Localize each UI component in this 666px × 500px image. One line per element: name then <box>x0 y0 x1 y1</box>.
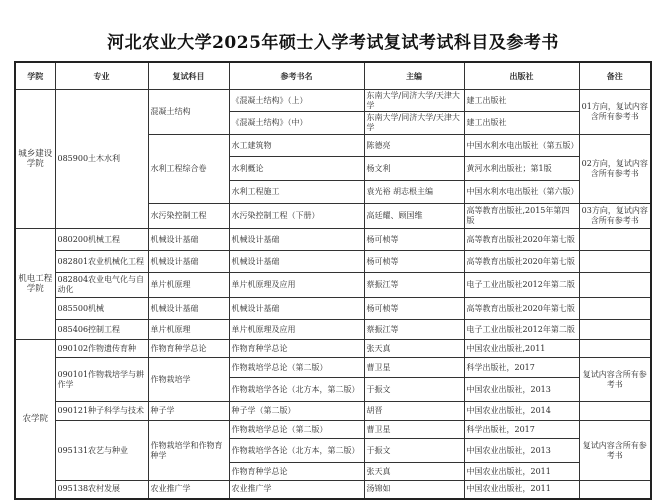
editor-cell: 于振文 <box>364 378 464 402</box>
major-cell: 085900土木水利 <box>55 90 148 229</box>
editor-cell: 张天真 <box>364 463 464 481</box>
book-cell: 作物育种学总论 <box>229 340 364 358</box>
publisher-cell: 黄河水利出版社；第1版 <box>464 157 579 181</box>
publisher-cell: 中国水利水电出版社（第五版） <box>464 135 579 157</box>
editor-cell: 高廷耀、顾国维 <box>364 204 464 229</box>
editor-cell: 杨可桢等 <box>364 251 464 273</box>
book-cell: 作物栽培学各论（北方本，第二版） <box>229 439 364 463</box>
publisher-cell: 中国农业出版社，2011 <box>464 481 579 499</box>
publisher-cell: 中国农业出版社，2013 <box>464 439 579 463</box>
remark-cell <box>579 251 651 273</box>
book-cell: 水利工程施工 <box>229 181 364 204</box>
publisher-cell: 电子工业出版社2012年第二版 <box>464 320 579 340</box>
publisher-cell: 建工出版社 <box>464 90 579 112</box>
subject-cell: 机械设计基础 <box>148 298 229 320</box>
table-row <box>15 90 651 112</box>
editor-cell: 胡晋 <box>364 402 464 421</box>
book-cell: 单片机原理及应用 <box>229 273 364 298</box>
publisher-cell: 高等教育出版社2020年第七版 <box>464 251 579 273</box>
major-cell: 085406控制工程 <box>55 320 148 340</box>
remark-cell <box>579 402 651 421</box>
publisher-cell: 高等教育出版社2020年第七版 <box>464 298 579 320</box>
exam-subjects-table <box>14 61 652 500</box>
book-cell: 种子学（第二版） <box>229 402 364 421</box>
subject-cell: 作物栽培学 <box>148 358 229 402</box>
book-cell: 水污染控制工程（下册） <box>229 204 364 229</box>
book-cell: 作物育种学总论 <box>229 463 364 481</box>
remark-cell: 01方向，复试内容含所有参考书 <box>579 90 651 135</box>
header-editor: 主编 <box>364 62 464 90</box>
header-major: 专业 <box>55 62 148 90</box>
major-cell: 082801农业机械化工程 <box>55 251 148 273</box>
publisher-cell: 科学出版社，2017 <box>464 421 579 439</box>
header-row <box>15 62 651 90</box>
publisher-cell: 中国农业出版社,2011 <box>464 340 579 358</box>
subject-cell: 单片机原理 <box>148 320 229 340</box>
major-cell: 082804农业电气化与自动化 <box>55 273 148 298</box>
header-subject: 复试科目 <box>148 62 229 90</box>
subject-cell: 水污染控制工程 <box>148 204 229 229</box>
remark-cell: 复试内容含所有参考书 <box>579 421 651 481</box>
publisher-cell: 建工出版社 <box>464 112 579 135</box>
remark-cell <box>579 320 651 340</box>
book-cell: 作物栽培学总论（第二版） <box>229 421 364 439</box>
table-row <box>15 340 651 358</box>
major-cell: 095131农艺与种业 <box>55 421 148 481</box>
book-cell: 机械设计基础 <box>229 251 364 273</box>
subject-cell: 机械设计基础 <box>148 251 229 273</box>
subject-cell: 作物育种学总论 <box>148 340 229 358</box>
header-book: 参考书名 <box>229 62 364 90</box>
table-row <box>15 358 651 378</box>
remark-cell: 03方向，复试内容含所有参考书 <box>579 204 651 229</box>
remark-cell <box>579 481 651 499</box>
subject-cell: 单片机原理 <box>148 273 229 298</box>
major-cell: 090101作物栽培学与耕作学 <box>55 358 148 402</box>
college-cell: 农学院 <box>15 340 55 499</box>
publisher-cell: 中国农业出版社，2011 <box>464 463 579 481</box>
editor-cell: 杨可桢等 <box>364 229 464 251</box>
editor-cell: 张天真 <box>364 340 464 358</box>
subject-cell: 机械设计基础 <box>148 229 229 251</box>
major-cell: 080200机械工程 <box>55 229 148 251</box>
editor-cell: 杨文利 <box>364 157 464 181</box>
table-row <box>15 320 651 340</box>
remark-cell: 02方向，复试内容含所有参考书 <box>579 135 651 204</box>
editor-cell: 杨可桢等 <box>364 298 464 320</box>
publisher-cell: 高等教育出版社2020年第七版 <box>464 229 579 251</box>
header-publisher: 出版社 <box>464 62 579 90</box>
subject-cell: 作物栽培学和作物育种学 <box>148 421 229 481</box>
book-cell: 单片机原理及应用 <box>229 320 364 340</box>
subject-cell: 混凝土结构 <box>148 90 229 135</box>
table-row <box>15 229 651 251</box>
table-row <box>15 251 651 273</box>
book-cell: 《混凝土结构》（中） <box>229 112 364 135</box>
editor-cell: 蔡振江等 <box>364 273 464 298</box>
editor-cell: 袁光裕 胡志根主编 <box>364 181 464 204</box>
book-cell: 水工建筑物 <box>229 135 364 157</box>
remark-cell <box>579 340 651 358</box>
editor-cell: 汤锦如 <box>364 481 464 499</box>
editor-cell: 东南大学/同济大学/天津大学 <box>364 112 464 135</box>
editor-cell: 东南大学/同济大学/天津大学 <box>364 90 464 112</box>
editor-cell: 曹卫星 <box>364 358 464 378</box>
book-cell: 水利概论 <box>229 157 364 181</box>
table-row <box>15 421 651 439</box>
publisher-cell: 中国农业出版社，2014 <box>464 402 579 421</box>
publisher-cell: 中国农业出版社，2013 <box>464 378 579 402</box>
header-college: 学院 <box>15 62 55 90</box>
publisher-cell: 高等教育出版社,2015年第四版 <box>464 204 579 229</box>
publisher-cell: 电子工业出版社2012年第二版 <box>464 273 579 298</box>
book-cell: 机械设计基础 <box>229 229 364 251</box>
book-cell: 作物栽培学总论（第二版） <box>229 358 364 378</box>
college-cell: 城乡建设学院 <box>15 90 55 229</box>
book-cell: 农业推广学 <box>229 481 364 499</box>
book-cell: 作物栽培学各论（北方本，第二版） <box>229 378 364 402</box>
college-cell: 机电工程学院 <box>15 229 55 340</box>
major-cell: 090121种子科学与技术 <box>55 402 148 421</box>
book-cell: 机械设计基础 <box>229 298 364 320</box>
table-row <box>15 402 651 421</box>
subject-cell: 种子学 <box>148 402 229 421</box>
table-row <box>15 298 651 320</box>
table-row <box>15 273 651 298</box>
subject-cell: 水利工程综合卷 <box>148 135 229 204</box>
table-row <box>15 481 651 499</box>
major-cell: 085500机械 <box>55 298 148 320</box>
remark-cell <box>579 298 651 320</box>
major-cell: 095138农村发展 <box>55 481 148 499</box>
header-remark: 备注 <box>579 62 651 90</box>
book-cell: 《混凝土结构》（上） <box>229 90 364 112</box>
major-cell: 090102作物遗传育种 <box>55 340 148 358</box>
page-title: 河北农业大学2025年硕士入学考试复试考试科目及参考书 <box>107 33 559 53</box>
editor-cell: 于振文 <box>364 439 464 463</box>
subject-cell: 农业推广学 <box>148 481 229 499</box>
publisher-cell: 中国水利水电出版社（第六版） <box>464 181 579 204</box>
editor-cell: 陈德亮 <box>364 135 464 157</box>
remark-cell: 复试内容含所有参考书 <box>579 358 651 402</box>
publisher-cell: 科学出版社，2017 <box>464 358 579 378</box>
editor-cell: 蔡振江等 <box>364 320 464 340</box>
remark-cell <box>579 229 651 251</box>
remark-cell <box>579 273 651 298</box>
editor-cell: 曹卫星 <box>364 421 464 439</box>
